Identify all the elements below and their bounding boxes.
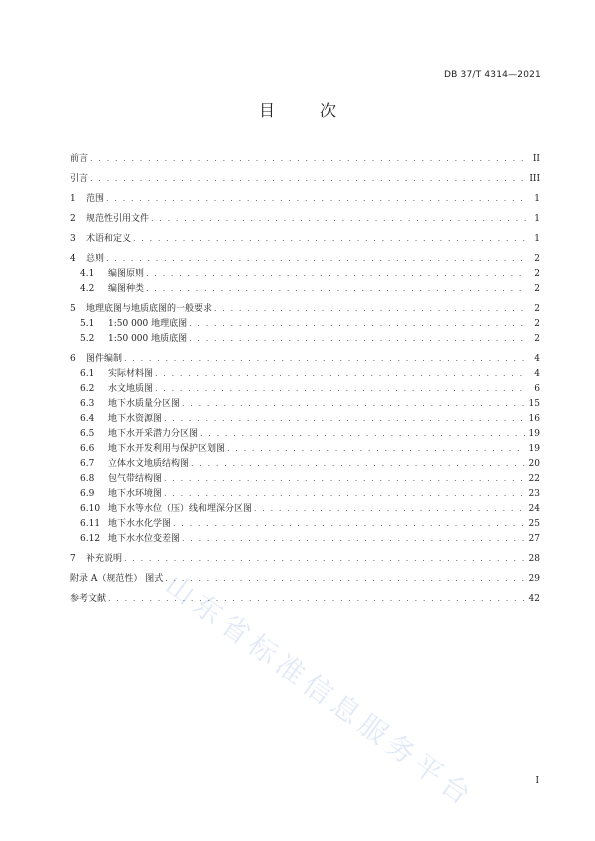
table-of-contents	[70, 153, 540, 605]
toc-entry[interactable]	[70, 333, 540, 345]
toc-leader-dots	[165, 573, 524, 585]
toc-entry-page: II	[532, 154, 540, 164]
toc-leader-dots	[182, 533, 525, 545]
toc-leader-dots	[214, 303, 526, 315]
toc-entry-label: 附录 A（规范性） 图式	[70, 574, 164, 584]
toc-leader-dots	[90, 153, 526, 165]
toc-entry[interactable]	[70, 593, 540, 605]
toc-leader-dots	[146, 268, 526, 280]
toc-entry-label: 立体水文地质结构图	[108, 459, 190, 469]
toc-entry-number: 6.9	[80, 489, 95, 499]
toc-entry-label: 地下水等水位（压）线和埋深分区图	[108, 504, 253, 514]
toc-entry[interactable]	[70, 553, 540, 565]
toc-entry-label: 地下水水化学图	[108, 519, 172, 529]
toc-entry-page: 42	[528, 594, 540, 604]
toc-leader-dots	[189, 333, 526, 345]
toc-entry[interactable]	[70, 443, 540, 455]
document-code: DB 37/T 4314—2021	[443, 70, 541, 80]
toc-entry-label: 地下水开采潜力分区图	[108, 429, 199, 439]
toc-leader-dots	[182, 398, 525, 410]
toc-entry-label: 引言	[70, 174, 89, 184]
watermark: 山东省标准信息服务平台	[159, 567, 482, 815]
toc-entry[interactable]	[70, 153, 540, 165]
toc-leader-dots	[155, 383, 526, 395]
page-title: 目 次	[258, 101, 357, 120]
toc-entry-page: 4	[534, 369, 540, 379]
toc-entry-page: 16	[528, 414, 540, 424]
toc-leader-dots	[227, 443, 525, 455]
toc-entry-number: 6.6	[80, 444, 95, 454]
toc-entry-page: 20	[528, 459, 540, 469]
toc-entry[interactable]	[70, 488, 540, 500]
toc-entry[interactable]	[70, 518, 540, 530]
toc-entry-label: 地下水环境图	[108, 489, 163, 499]
toc-entry[interactable]	[70, 318, 540, 330]
toc-entry-number: 6.11	[80, 519, 101, 529]
toc-entry-page: 24	[528, 504, 540, 514]
toc-entry-label: 水文地质图	[108, 384, 154, 394]
toc-leader-dots	[200, 428, 525, 440]
toc-entry-page: 29	[528, 574, 540, 584]
toc-entry-number: 3	[70, 234, 76, 244]
toc-entry-label: 地下水开发利用与保护区划图	[108, 444, 226, 454]
toc-leader-dots	[146, 283, 526, 295]
toc-entry-label: 地下水水位变差图	[108, 534, 181, 544]
toc-entry-page: 15	[528, 399, 540, 409]
toc-entry[interactable]	[70, 473, 540, 485]
toc-entry-number: 6.10	[80, 504, 101, 514]
toc-entry-page: 25	[528, 519, 540, 529]
toc-entry[interactable]	[70, 213, 540, 225]
toc-entry-label: 前言	[70, 154, 89, 164]
toc-entry-page: 22	[528, 474, 540, 484]
toc-entry-page: 4	[534, 354, 540, 364]
toc-entry[interactable]	[70, 268, 540, 280]
toc-entry[interactable]	[70, 303, 540, 315]
toc-entry-label: 1:50 000 地理底图	[108, 319, 188, 329]
toc-entry-label: 术语和定义	[86, 234, 132, 244]
toc-leader-dots	[254, 503, 525, 515]
toc-entry-page: 1	[534, 194, 540, 204]
toc-entry-page: 2	[534, 334, 540, 344]
toc-entry[interactable]	[70, 253, 540, 265]
toc-entry[interactable]	[70, 413, 540, 425]
toc-entry-page: 2	[534, 319, 540, 329]
toc-leader-dots	[173, 518, 525, 530]
toc-entry-page: 19	[528, 429, 540, 439]
toc-entry-label: 地下水质量分区图	[108, 399, 181, 409]
toc-entry-number: 6.1	[80, 369, 95, 379]
toc-leader-dots	[155, 368, 526, 380]
toc-entry[interactable]	[70, 383, 540, 395]
toc-entry-page: 2	[534, 304, 540, 314]
toc-entry-page: 2	[534, 284, 540, 294]
toc-entry-label: 1:50 000 地质底图	[108, 334, 188, 344]
toc-entry-number: 4.2	[80, 284, 95, 294]
toc-entry[interactable]	[70, 283, 540, 295]
toc-leader-dots	[108, 593, 525, 605]
toc-entry[interactable]	[70, 458, 540, 470]
toc-entry-label: 编图原则	[108, 269, 145, 279]
toc-entry[interactable]	[70, 503, 540, 515]
toc-leader-dots	[191, 458, 525, 470]
toc-leader-dots	[124, 353, 526, 365]
page-number: I	[535, 776, 539, 786]
toc-entry-label: 地下水资源图	[108, 414, 163, 424]
toc-entry-label: 实际材料图	[108, 369, 154, 379]
toc-entry-number: 5	[70, 304, 76, 314]
toc-leader-dots	[164, 473, 525, 485]
toc-entry-number: 5.1	[80, 319, 95, 329]
toc-entry-page: 19	[528, 444, 540, 454]
toc-leader-dots	[151, 213, 526, 225]
toc-entry-page: 27	[528, 534, 540, 544]
toc-entry[interactable]	[70, 233, 540, 245]
toc-entry-number: 6.12	[80, 534, 101, 544]
toc-entry-number: 1	[70, 194, 76, 204]
toc-entry-page: 28	[528, 554, 540, 564]
toc-entry[interactable]	[70, 398, 540, 410]
toc-entry[interactable]	[70, 368, 540, 380]
toc-entry-number: 4	[70, 254, 76, 264]
toc-leader-dots	[124, 553, 525, 565]
toc-entry-label: 包气带结构图	[108, 474, 163, 484]
toc-entry-page: 23	[528, 489, 540, 499]
toc-leader-dots	[133, 233, 526, 245]
toc-entry[interactable]	[70, 428, 540, 440]
toc-entry-number: 6.7	[80, 459, 95, 469]
toc-entry-number: 6.3	[80, 399, 95, 409]
toc-entry-label: 总则	[86, 254, 105, 264]
toc-entry-label: 编图种类	[108, 284, 145, 294]
toc-leader-dots	[164, 413, 525, 425]
toc-leader-dots	[106, 253, 526, 265]
toc-entry-number: 4.1	[80, 269, 95, 279]
toc-entry-label: 规范性引用文件	[86, 214, 150, 224]
toc-entry-page: 2	[534, 254, 540, 264]
toc-entry-number: 7	[70, 554, 76, 564]
toc-leader-dots	[90, 173, 525, 185]
toc-entry-label: 范围	[86, 194, 105, 204]
toc-entry-number: 6.4	[80, 414, 95, 424]
toc-entry-number: 6	[70, 354, 76, 364]
toc-entry-label: 地理底图与地质底图的一般要求	[86, 304, 213, 314]
toc-leader-dots	[106, 193, 526, 205]
toc-entry-page: 1	[534, 214, 540, 224]
toc-leader-dots	[189, 318, 526, 330]
toc-entry-number: 2	[70, 214, 76, 224]
toc-entry[interactable]	[70, 173, 540, 185]
toc-entry-page: III	[529, 174, 540, 184]
toc-entry-page: 6	[534, 384, 540, 394]
toc-entry-label: 补充说明	[86, 554, 123, 564]
toc-entry-number: 6.8	[80, 474, 95, 484]
toc-entry-number: 6.5	[80, 429, 95, 439]
toc-entry-number: 6.2	[80, 384, 95, 394]
toc-entry-page: 1	[534, 234, 540, 244]
toc-entry-label: 图件编制	[86, 354, 123, 364]
toc-entry-number: 5.2	[80, 334, 95, 344]
toc-entry-label: 参考文献	[70, 594, 107, 604]
toc-entry[interactable]	[70, 533, 540, 545]
toc-leader-dots	[164, 488, 525, 500]
toc-entry[interactable]	[70, 353, 540, 365]
toc-entry[interactable]	[70, 573, 540, 585]
toc-entry[interactable]	[70, 193, 540, 205]
toc-entry-page: 2	[534, 269, 540, 279]
